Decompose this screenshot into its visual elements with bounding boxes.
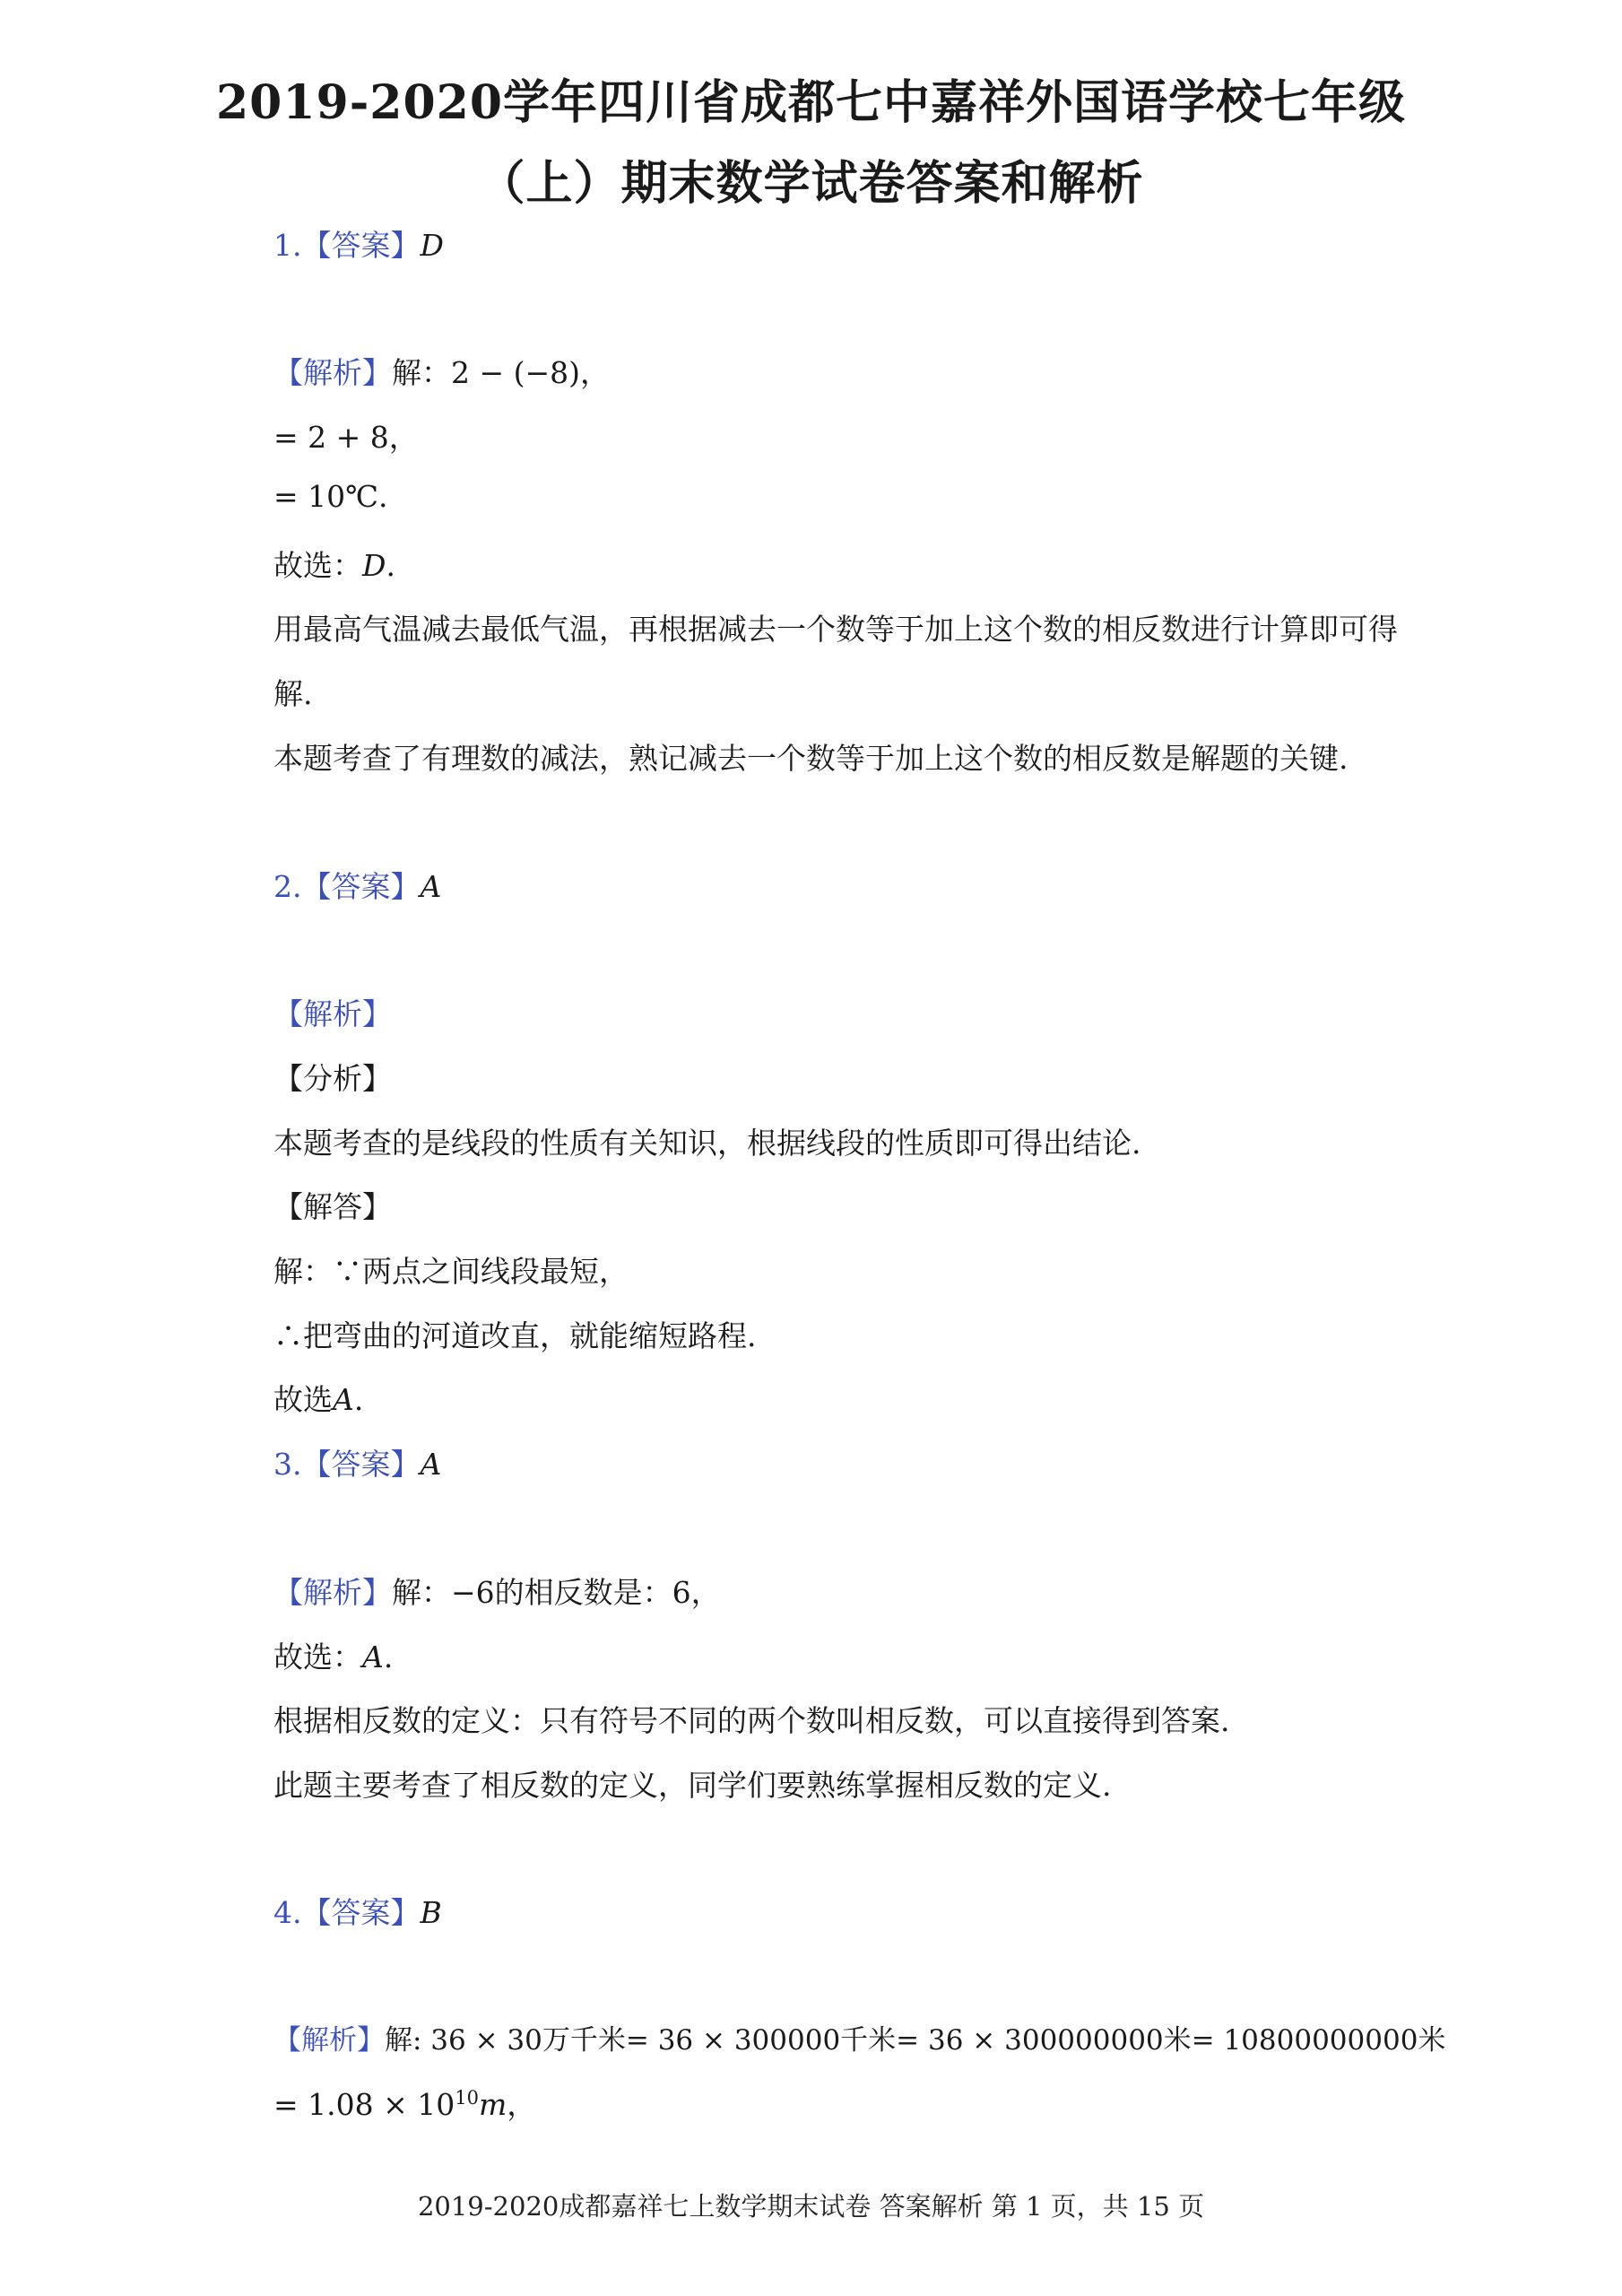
q4-result-end: ，: [507, 2087, 537, 2122]
page-footer: 2019-2020成都嘉祥七上数学期末试卷 答案解析 第 1 页，共 15 页: [417, 2191, 1205, 2222]
q3-analysis-head: 解：−6的相反数是：6，: [392, 1575, 721, 1610]
q4-answer-line: [273, 1890, 1367, 1932]
q3-choice: A: [362, 1639, 384, 1674]
q1-explain-1b: 解.: [273, 676, 313, 711]
q2-fenxi-tag: 【分析】: [273, 1061, 392, 1096]
q1-answer-line: [273, 222, 1367, 265]
q2-step-2: ∴把弯曲的河道改直，就能缩短路程.: [273, 1318, 757, 1353]
page-title-line2: （上）期末数学试卷答案和解析: [478, 156, 1144, 211]
q3-choice-suffix: .: [383, 1639, 394, 1674]
q2-choice-prefix: 故选: [273, 1382, 333, 1417]
q2-answer: A: [420, 869, 442, 904]
q2-analysis-tag: 【解析】: [273, 996, 392, 1031]
q3-analysis-line: [273, 1570, 1367, 1612]
q3-answer-line: [273, 1441, 1367, 1483]
q2-answer-line: [273, 864, 1367, 906]
q4-result-exponent: 10: [455, 2087, 479, 2109]
q1-step-2: = 10℃.: [273, 479, 388, 514]
q1-explain-2: 本题考查了有理数的减法，熟记减去一个数等于加上这个数的相反数是解题的关键.: [273, 741, 1349, 776]
q1-choice-suffix: .: [386, 548, 395, 583]
q4-answer: B: [420, 1895, 442, 1930]
q4-analysis-head: 解: 36 × 30万千米= 36 × 300000千米= 36 × 300000000米= 10800000000米: [385, 2024, 1446, 2057]
q3-answer-tag: 【答案】: [301, 1447, 421, 1482]
q3-choice-prefix: 故选：: [273, 1639, 362, 1674]
q4-analysis-line: [273, 2017, 1446, 2057]
q4-result-line: [273, 2082, 1367, 2124]
q4-result-unit: m: [478, 2087, 507, 2122]
q2-number: 2.: [273, 869, 302, 904]
q1-step-1: = 2 + 8，: [273, 420, 419, 455]
q4-result-base: = 1.08 × 10: [273, 2087, 455, 2122]
q2-answer-tag: 【答案】: [301, 869, 421, 904]
q2-choice: A: [333, 1382, 354, 1417]
q2-step-1: 解：∵两点之间线段最短，: [273, 1254, 629, 1289]
page-title-line1: 2019-2020学年四川省成都七中嘉祥外国语学校七年级: [215, 75, 1407, 130]
q3-answer: A: [420, 1447, 442, 1482]
q1-analysis-head: 解：2 − (−8)，: [392, 355, 611, 390]
q3-number: 3.: [273, 1447, 302, 1482]
q3-analysis-tag: 【解析】: [273, 1575, 392, 1610]
q4-number: 4.: [273, 1895, 302, 1930]
q1-number: 1.: [273, 228, 302, 263]
q1-answer: D: [420, 228, 444, 263]
q1-analysis-line: [273, 350, 1367, 392]
q3-explain-1: 根据相反数的定义：只有符号不同的两个数叫相反数，可以直接得到答案.: [273, 1703, 1230, 1738]
q1-analysis-tag: 【解析】: [273, 355, 392, 390]
q2-jieda-tag: 【解答】: [273, 1189, 392, 1224]
q1-explain-1: 用最高气温减去最低气温，再根据减去一个数等于加上这个数的相反数进行计算即可得: [273, 612, 1398, 647]
q1-answer-tag: 【答案】: [301, 228, 421, 263]
q1-choice: D: [362, 548, 386, 583]
q1-choice-line: [273, 543, 1367, 585]
q1-choice-prefix: 故选：: [273, 548, 362, 583]
q2-choice-line: [273, 1377, 1367, 1419]
q3-choice-line: [273, 1634, 1367, 1676]
q4-answer-tag: 【答案】: [301, 1895, 421, 1930]
q3-explain-2: 此题主要考查了相反数的定义，同学们要熟练掌握相反数的定义.: [273, 1768, 1112, 1803]
q2-fenxi-text: 本题考查的是线段的性质有关知识，根据线段的性质即可得出结论.: [273, 1126, 1141, 1161]
q4-analysis-tag: 【解析】: [273, 2024, 385, 2057]
q2-choice-suffix: .: [353, 1382, 364, 1417]
